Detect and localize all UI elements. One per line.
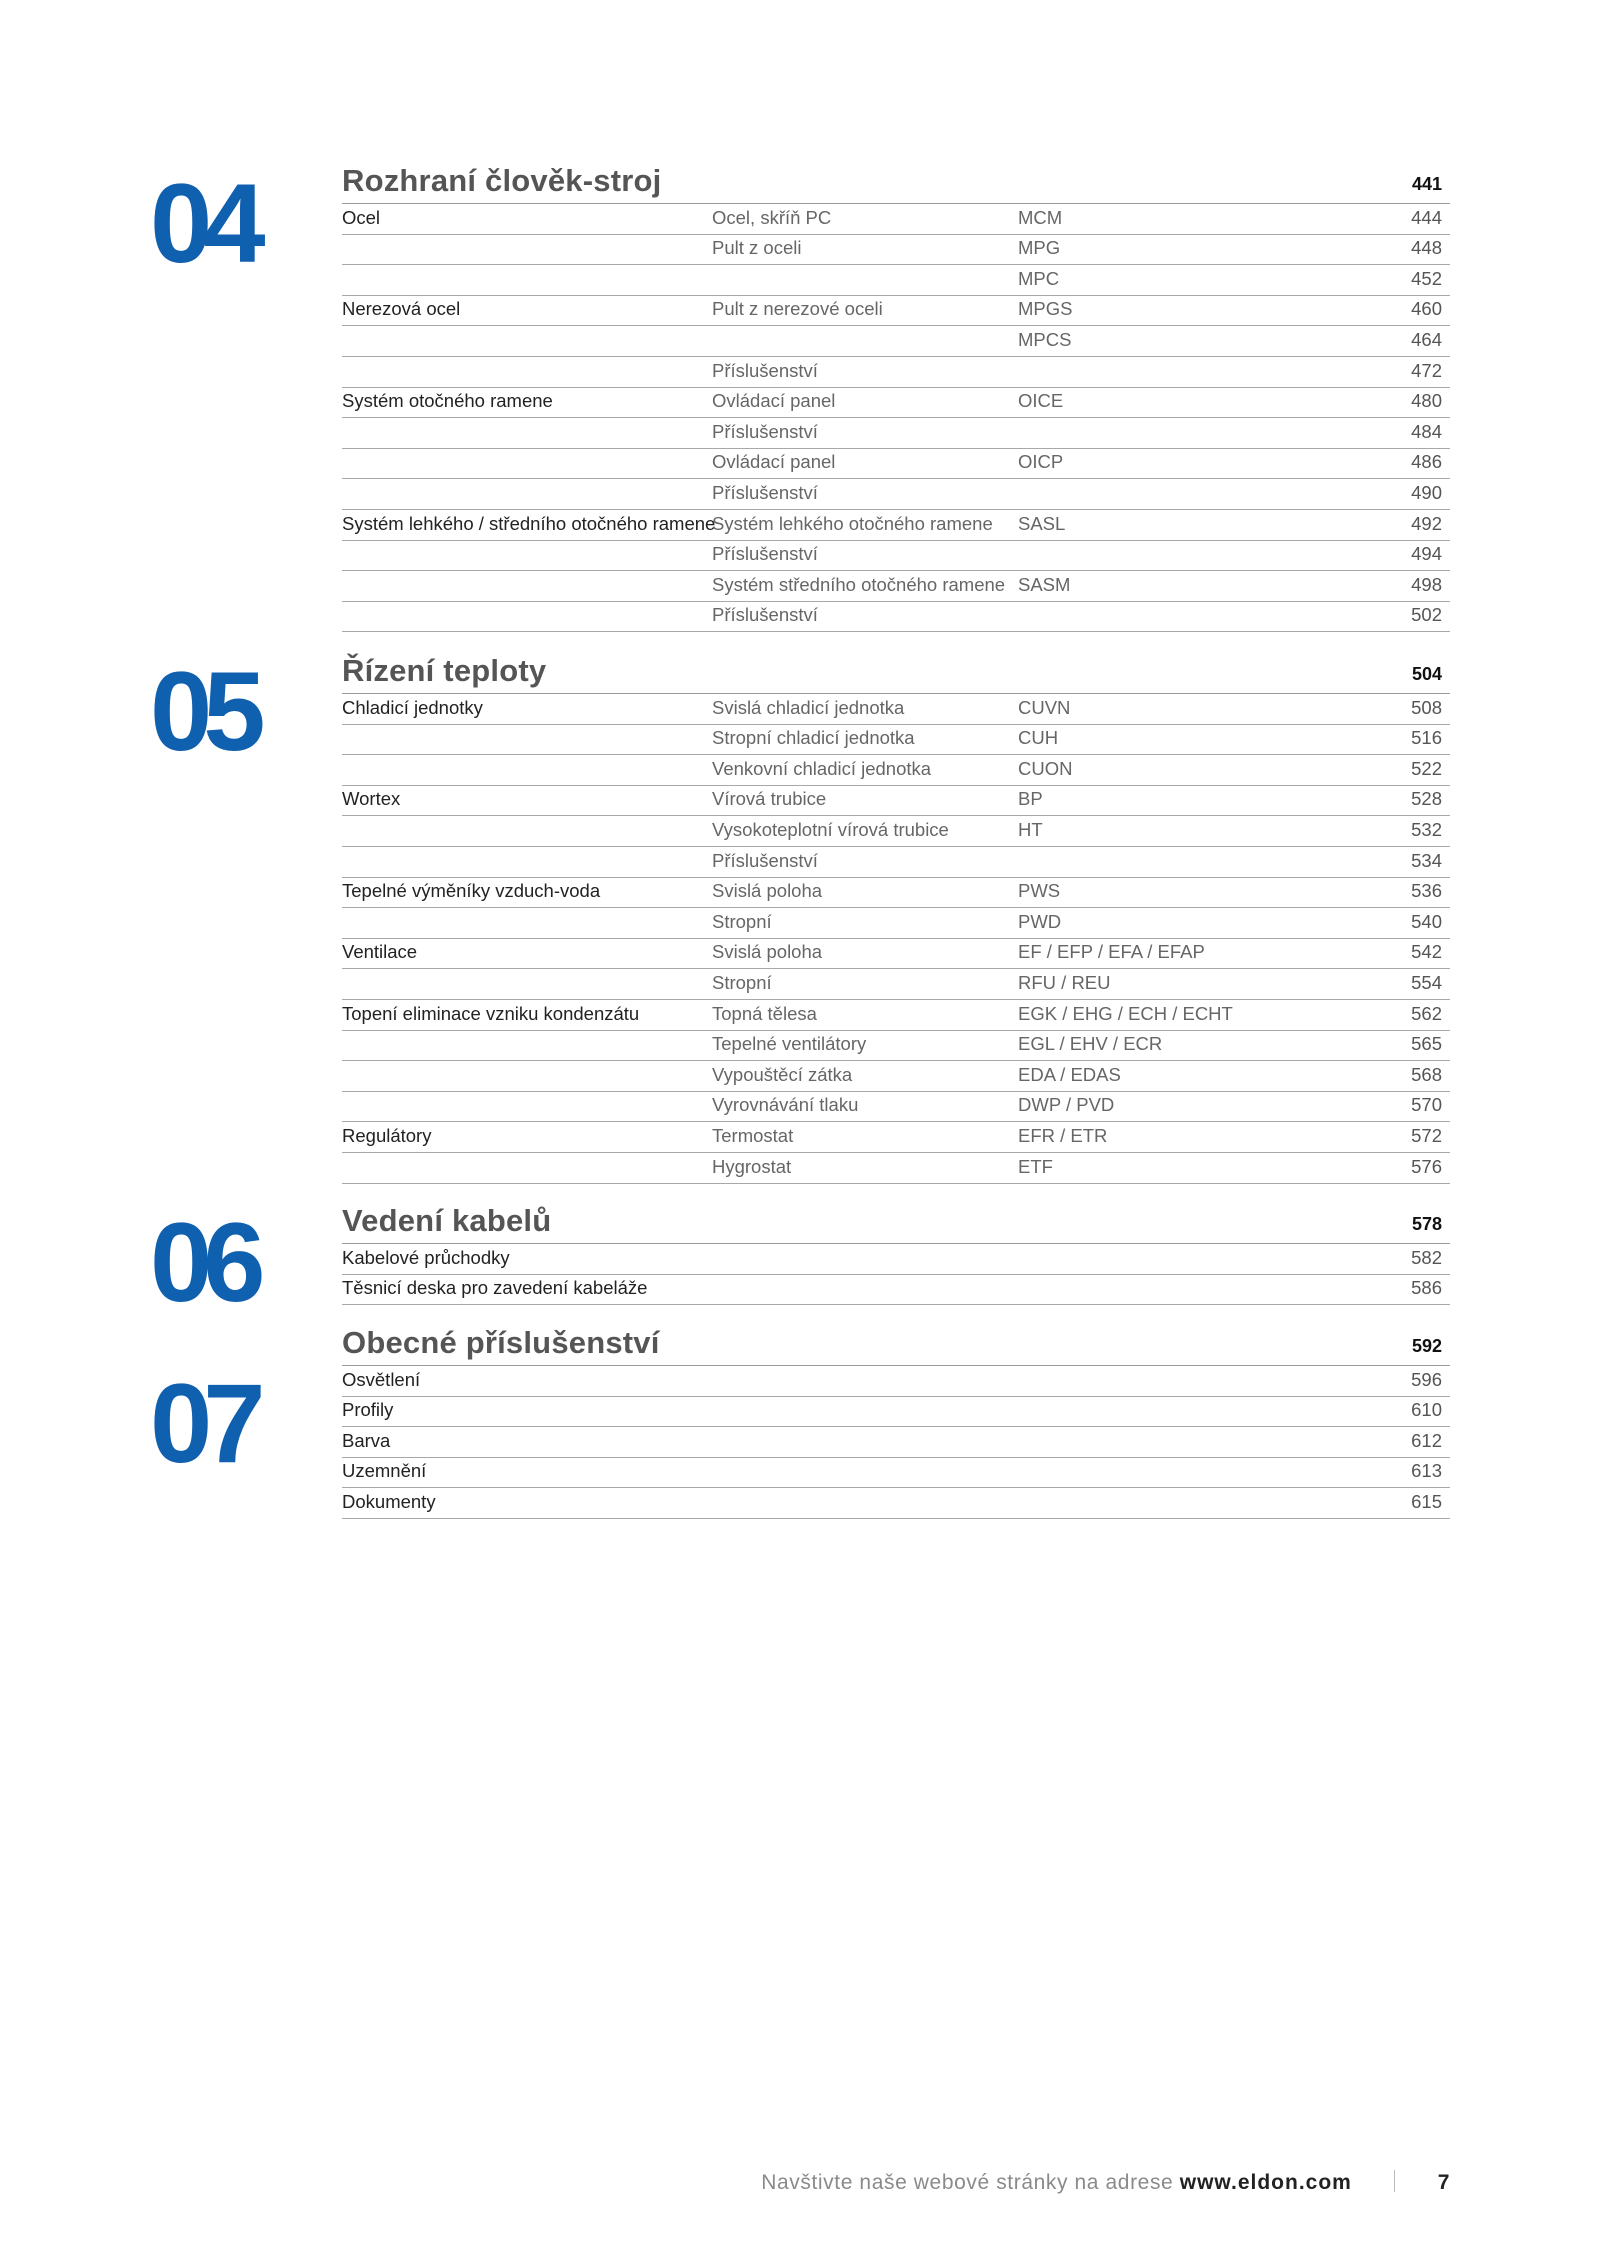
row-code: SASL — [1018, 512, 1066, 534]
row-code: MPC — [1018, 267, 1060, 289]
row-page-number: 562 — [1411, 1002, 1442, 1024]
row-category: Profily — [342, 1399, 394, 1421]
row-category: Systém otočného ramene — [342, 390, 553, 412]
toc-row[interactable] — [342, 449, 1450, 480]
toc-row[interactable] — [342, 1031, 1450, 1062]
row-code: MPCS — [1018, 328, 1072, 350]
row-category: Těsnicí deska pro zavedení kabeláže — [342, 1277, 648, 1299]
toc-row[interactable] — [342, 1275, 1450, 1306]
row-code: OICE — [1018, 390, 1064, 412]
row-subcategory: Systém lehkého otočného ramene — [712, 512, 993, 534]
row-page-number: 528 — [1411, 788, 1442, 810]
toc-row[interactable] — [342, 1488, 1450, 1519]
row-code: PWD — [1018, 910, 1062, 932]
row-category: Tepelné výměníky vzduch-voda — [342, 880, 601, 902]
toc-row[interactable] — [342, 1061, 1450, 1092]
row-subcategory: Topná tělesa — [712, 1002, 817, 1024]
row-code: MPG — [1018, 237, 1061, 259]
row-subcategory: Ocel, skříň PC — [712, 206, 832, 228]
row-code: EF / EFP / EFA / EFAP — [1018, 941, 1205, 963]
row-page-number: 613 — [1411, 1460, 1442, 1482]
row-code: MPGS — [1018, 298, 1073, 320]
toc-row[interactable] — [342, 541, 1450, 572]
toc-row[interactable] — [342, 939, 1450, 970]
row-subcategory: Vysokoteplotní vírová trubice — [712, 818, 949, 840]
page-footer — [761, 2170, 1450, 2195]
row-category: Ventilace — [342, 941, 418, 963]
section-page-number[interactable]: 592 — [1411, 1336, 1442, 1356]
row-subcategory: Stropní — [712, 910, 772, 932]
row-subcategory: Příslušenství — [712, 481, 818, 503]
section-title: Obecné příslušenství — [342, 1325, 660, 1360]
row-code: CUON — [1018, 757, 1073, 779]
section-title: Vedení kabelů — [342, 1203, 552, 1238]
row-subcategory: Vyrovnávání tlaku — [712, 1094, 859, 1116]
row-page-number: 492 — [1411, 512, 1442, 534]
row-code: SASM — [1018, 573, 1071, 595]
row-subcategory: Tepelné ventilátory — [712, 1033, 867, 1055]
row-page-number: 565 — [1411, 1033, 1442, 1055]
row-page-number: 534 — [1411, 849, 1442, 871]
section-header — [342, 1203, 1450, 1244]
row-page-number: 472 — [1411, 359, 1442, 381]
toc-row[interactable] — [342, 602, 1450, 633]
row-page-number: 494 — [1411, 543, 1442, 565]
row-page-number: 568 — [1411, 1063, 1442, 1085]
row-page-number: 540 — [1411, 910, 1442, 932]
toc-row[interactable] — [342, 1153, 1450, 1184]
footer-divider — [1394, 2170, 1395, 2192]
row-subcategory: Příslušenství — [712, 604, 818, 626]
row-code: OICP — [1018, 451, 1064, 473]
toc-row[interactable] — [342, 204, 1450, 235]
row-page-number: 586 — [1411, 1277, 1442, 1299]
row-subcategory: Systém středního otočného ramene — [712, 573, 1006, 595]
row-page-number: 444 — [1411, 206, 1442, 228]
row-category: Kabelové průchodky — [342, 1246, 510, 1268]
toc-row[interactable] — [342, 816, 1450, 847]
section-title: Řízení teploty — [342, 653, 547, 688]
section-cable-management — [342, 1203, 1450, 1305]
row-subcategory: Ovládací panel — [712, 451, 836, 473]
section-page-number[interactable]: 441 — [1411, 174, 1442, 194]
row-page-number: 612 — [1411, 1429, 1442, 1451]
row-category: Wortex — [342, 788, 401, 810]
toc-row[interactable] — [342, 725, 1450, 756]
row-code: BP — [1018, 788, 1043, 810]
toc-row[interactable] — [342, 296, 1450, 327]
row-category: Ocel — [342, 206, 381, 228]
row-code: EDA / EDAS — [1018, 1063, 1121, 1085]
toc-row[interactable] — [342, 357, 1450, 388]
row-code: PWS — [1018, 880, 1061, 902]
row-category: Barva — [342, 1429, 391, 1451]
row-page-number: 448 — [1411, 237, 1442, 259]
toc-row[interactable] — [342, 786, 1450, 817]
row-category: Topení eliminace vzniku kondenzátu — [342, 1002, 640, 1024]
row-subcategory: Pult z nerezové oceli — [712, 298, 883, 320]
section-header — [342, 1325, 1450, 1366]
row-page-number: 615 — [1411, 1490, 1442, 1512]
row-subcategory: Termostat — [712, 1124, 794, 1146]
row-page-number: 536 — [1411, 880, 1442, 902]
row-page-number: 596 — [1411, 1368, 1442, 1390]
row-page-number: 460 — [1411, 298, 1442, 320]
row-category: Dokumenty — [342, 1490, 436, 1512]
row-subcategory: Příslušenství — [712, 849, 818, 871]
toc-row[interactable] — [342, 878, 1450, 909]
row-page-number: 484 — [1411, 420, 1442, 442]
row-page-number: 464 — [1411, 328, 1442, 350]
toc-row[interactable] — [342, 694, 1450, 725]
toc-row[interactable] — [342, 326, 1450, 357]
section-page-number[interactable]: 578 — [1411, 1214, 1442, 1234]
chapter-number-05: 05 — [150, 649, 257, 774]
row-subcategory: Stropní chladicí jednotka — [712, 727, 915, 749]
toc-row[interactable] — [342, 908, 1450, 939]
row-page-number: 532 — [1411, 818, 1442, 840]
footer-website-link[interactable]: www.eldon.com — [1179, 2171, 1352, 2194]
section-general-accessories — [342, 1325, 1450, 1519]
row-code: ETF — [1018, 1155, 1053, 1177]
row-subcategory: Svislá chladicí jednotka — [712, 696, 905, 718]
row-code: MCM — [1018, 206, 1063, 228]
row-page-number: 498 — [1411, 573, 1442, 595]
row-page-number: 542 — [1411, 941, 1442, 963]
row-page-number: 502 — [1411, 604, 1442, 626]
row-code: CUH — [1018, 727, 1059, 749]
toc-row[interactable] — [342, 1000, 1450, 1031]
row-category: Nerezová ocel — [342, 298, 461, 320]
row-category: Systém lehkého / středního otočného ramene — [342, 512, 716, 534]
section-header — [342, 163, 1450, 204]
page-number: 7 — [1437, 2171, 1450, 2194]
toc-row[interactable] — [342, 1458, 1450, 1489]
row-code: EFR / ETR — [1018, 1124, 1108, 1146]
section-header — [342, 653, 1450, 694]
section-page-number[interactable]: 504 — [1411, 664, 1442, 684]
row-subcategory: Svislá poloha — [712, 941, 823, 963]
row-page-number: 490 — [1411, 481, 1442, 503]
row-page-number: 576 — [1411, 1155, 1442, 1177]
chapter-number-07: 07 — [150, 1361, 257, 1486]
row-page-number: 508 — [1411, 696, 1442, 718]
toc-row[interactable] — [342, 265, 1450, 296]
row-category: Regulátory — [342, 1124, 432, 1146]
chapter-number-04: 04 — [150, 161, 257, 286]
row-page-number: 516 — [1411, 727, 1442, 749]
section-title: Rozhraní člověk-stroj — [342, 163, 662, 198]
row-page-number: 486 — [1411, 451, 1442, 473]
row-code: HT — [1018, 818, 1043, 840]
row-subcategory: Venkovní chladicí jednotka — [712, 757, 932, 779]
toc-row[interactable] — [342, 969, 1450, 1000]
row-subcategory: Vírová trubice — [712, 788, 827, 810]
toc-row[interactable] — [342, 510, 1450, 541]
section-human-machine-interface — [342, 163, 1450, 632]
row-page-number: 522 — [1411, 757, 1442, 779]
row-page-number: 452 — [1411, 267, 1442, 289]
row-subcategory: Stropní — [712, 971, 772, 993]
toc-row[interactable] — [342, 1366, 1450, 1397]
toc-row[interactable] — [342, 571, 1450, 602]
toc-row[interactable] — [342, 755, 1450, 786]
row-page-number: 570 — [1411, 1094, 1442, 1116]
section-climate-control — [342, 653, 1450, 1184]
toc-row[interactable] — [342, 388, 1450, 419]
toc-row[interactable] — [342, 479, 1450, 510]
row-page-number: 610 — [1411, 1399, 1442, 1421]
toc-row[interactable] — [342, 418, 1450, 449]
row-category: Osvětlení — [342, 1368, 421, 1390]
row-category: Uzemnění — [342, 1460, 427, 1482]
row-subcategory: Ovládací panel — [712, 390, 836, 412]
toc-row[interactable] — [342, 847, 1450, 878]
row-page-number: 582 — [1411, 1246, 1442, 1268]
row-subcategory: Vypouštěcí zátka — [712, 1063, 853, 1085]
toc-row[interactable] — [342, 1397, 1450, 1428]
toc-row[interactable] — [342, 1122, 1450, 1153]
row-subcategory: Příslušenství — [712, 420, 818, 442]
row-page-number: 554 — [1411, 971, 1442, 993]
toc-row[interactable] — [342, 1244, 1450, 1275]
chapter-number-06: 06 — [150, 1200, 257, 1325]
row-subcategory: Svislá poloha — [712, 880, 823, 902]
row-page-number: 572 — [1411, 1124, 1442, 1146]
row-code: DWP / PVD — [1018, 1094, 1115, 1116]
row-subcategory: Hygrostat — [712, 1155, 792, 1177]
row-page-number: 480 — [1411, 390, 1442, 412]
row-code: RFU / REU — [1018, 971, 1111, 993]
row-category: Chladicí jednotky — [342, 696, 483, 718]
toc-row[interactable] — [342, 235, 1450, 266]
row-subcategory: Pult z oceli — [712, 237, 802, 259]
row-code: CUVN — [1018, 696, 1071, 718]
toc-row[interactable] — [342, 1092, 1450, 1123]
toc-row[interactable] — [342, 1427, 1450, 1458]
footer-text: Navštivte naše webové stránky na adrese — [761, 2171, 1174, 2194]
row-code: EGK / EHG / ECH / ECHT — [1018, 1002, 1233, 1024]
row-code: EGL / EHV / ECR — [1018, 1033, 1163, 1055]
row-subcategory: Příslušenství — [712, 543, 818, 565]
row-subcategory: Příslušenství — [712, 359, 818, 381]
